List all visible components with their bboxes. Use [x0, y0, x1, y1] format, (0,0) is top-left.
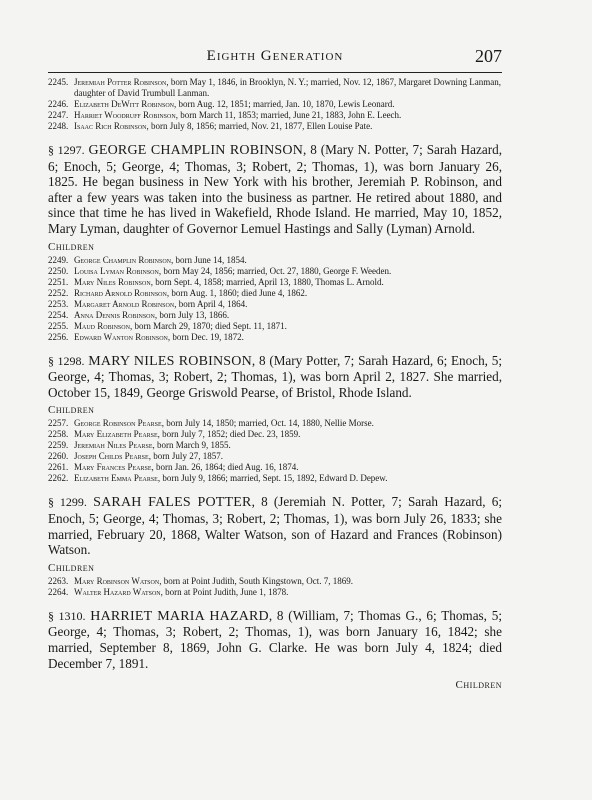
section-number: § 1297. — [48, 143, 85, 157]
entry-name: Elizabeth DeWitt Robinson — [74, 99, 174, 109]
entry-number: 2260. — [48, 451, 69, 462]
entry-name: Mary Niles Robinson — [74, 276, 151, 287]
entry-number: 2257. — [48, 418, 69, 429]
entry-text: , born July 13, 1866. — [154, 309, 230, 320]
entry-name: Jeremiah Potter Robinson — [74, 77, 167, 87]
list-item — [48, 121, 502, 132]
list-item — [48, 99, 502, 110]
entry-text: , born Aug. 12, 1851; married, Jan. 10, 1870, Lewis Leonard. — [173, 99, 395, 109]
entry-text: , born July 7, 1852; died Dec. 23, 1859. — [157, 429, 301, 440]
entry-text: , born July 27, 1857. — [148, 451, 223, 462]
entry-name: Walter Hazard Watson — [74, 586, 161, 597]
section-text: , 8 (Mary N. Potter, 7; Sarah Hazard, 6; Enoch, 5; George, 4; Thomas, 3; Robert, 2; Thomas, 1), was born January 26, 1825. He began business in New York with his brother, Jeremiah P. Robinson, and after a few years was taken into the business as partner. He retired about 1880, and since that time he has lived in Wakefield, Rhode Island. He married, May 10, 1852, Mary Lyman, daughter of Governor Lemuel Hastings and Sally (Lyman) Arnold. — [48, 142, 503, 236]
entry-number: 2262. — [48, 473, 69, 484]
entry-text: , born May 24, 1856; married, Oct. 27, 1880, George F. Weeden. — [158, 265, 392, 276]
entry-name: Edward Wanton Robinson — [74, 331, 168, 342]
section-heading: HARRIET MARIA HAZARD — [90, 608, 269, 624]
list-item — [48, 451, 502, 462]
entry-name: Harriet Woodruff Robinson — [74, 110, 176, 120]
section-heading: MARY NILES ROBINSON — [88, 353, 252, 369]
entry-number: 2253. — [48, 298, 69, 309]
entry-text: , born Aug. 1, 1860; died June 4, 1862. — [166, 287, 308, 298]
entry-name: Isaac Rich Robinson — [74, 121, 147, 131]
entry-name: Anna Dennis Robinson — [74, 309, 155, 320]
section-paragraph — [48, 142, 502, 237]
entry-text: , born March 29, 1870; died Sept. 11, 1871. — [129, 320, 287, 331]
entry-name: Mary Robinson Watson — [74, 575, 160, 586]
entry-name: George Robinson Pearse — [74, 418, 162, 429]
page-number: 207 — [475, 46, 502, 66]
section-text: , 8 (William, 7; Thomas G., 6; Thomas, 5; George, 4; Thomas, 3; Robert, 2; Thomas, 1), was born January 16, 1842; she married, September 8, 1869, John G. Clarke. He was born July 4, 1824; died December 7, 1891. — [48, 607, 503, 671]
list-item — [48, 77, 502, 99]
list-item — [48, 277, 502, 288]
section-heading: GEORGE CHAMPLIN ROBINSON — [88, 143, 304, 158]
entry-text: , born May 1, 1846, in Brooklyn, N. Y.; married, Nov. 12, 1867, Margaret Downing Lanman, daughter of David Trumbull Lanman. — [74, 77, 502, 98]
running-header — [48, 44, 502, 70]
section-1297 — [48, 142, 502, 343]
entry-text: , born Sept. 4, 1858; married, April 13, 1880, Thomas L. Arnold. — [150, 276, 384, 287]
section-1298 — [48, 353, 502, 485]
list-item — [48, 110, 502, 121]
entry-name: Jeremiah Niles Pearse — [74, 440, 153, 451]
list-item — [48, 310, 502, 321]
entry-number: 2245. — [48, 77, 69, 87]
children-list — [48, 576, 502, 598]
list-item — [48, 429, 502, 440]
entry-number: 2264. — [48, 586, 69, 597]
list-item — [48, 462, 502, 473]
entry-number: 2263. — [48, 575, 69, 586]
entry-text: , born April 4, 1864. — [174, 298, 248, 309]
entry-text: , born March 11, 1853; married, June 21, 1883, John E. Leech. — [175, 110, 402, 120]
section-1299 — [48, 494, 502, 597]
entry-number: 2247. — [48, 110, 69, 120]
list-item — [48, 418, 502, 429]
entry-text: , born at Point Judith, South Kingstown, Oct. 7, 1869. — [159, 575, 353, 586]
list-item — [48, 473, 502, 484]
entry-number: 2252. — [48, 287, 69, 298]
entry-text: , born March 9, 1855. — [152, 440, 231, 451]
top-entries — [48, 77, 502, 132]
list-item — [48, 587, 502, 598]
entry-number: 2251. — [48, 276, 69, 287]
entry-text: , born June 14, 1854. — [171, 254, 247, 265]
entry-text: , born Jan. 26, 1864; died Aug. 16, 1874. — [151, 462, 299, 473]
entry-number: 2246. — [48, 99, 69, 109]
entry-name: Maud Robinson — [74, 320, 130, 331]
header-rule — [48, 72, 502, 73]
section-paragraph — [48, 494, 502, 557]
entry-number: 2250. — [48, 265, 69, 276]
section-number: § 1298. — [48, 353, 85, 368]
entry-text: , born July 9, 1866; married, Sept. 15, 1892, Edward D. Depew. — [157, 473, 388, 484]
list-item — [48, 576, 502, 587]
list-item — [48, 288, 502, 299]
entry-text: , born at Point Judith, June 1, 1878. — [160, 586, 289, 597]
entry-name: Mary Elizabeth Pearse — [74, 429, 158, 440]
entry-text: , born July 8, 1856; married, Nov. 21, 1877, Ellen Louise Pate. — [146, 121, 373, 131]
entry-number: 2256. — [48, 331, 69, 342]
section-paragraph — [48, 608, 502, 671]
list-item — [48, 299, 502, 310]
entry-number: 2254. — [48, 309, 69, 320]
entry-name: Louisa Lyman Robinson — [74, 265, 159, 276]
section-text: , 8 (Jeremiah N. Potter, 7; Sarah Hazard, 6; Enoch, 5; George, 4; Thomas, 3; Robert, 2; Thomas, 1), was born July 26, 1833; she married, February 20, 1868, Walter Watson, son of Hazard and Frances (Robinson) Watson. — [48, 494, 503, 558]
list-item — [48, 266, 502, 277]
entry-name: Joseph Childs Pearse — [74, 451, 149, 462]
list-item — [48, 440, 502, 451]
children-list — [48, 418, 502, 484]
entry-number: 2249. — [48, 254, 69, 265]
entry-text: , born Dec. 19, 1872. — [167, 331, 244, 342]
children-heading: Children — [48, 561, 95, 574]
entry-name: Elizabeth Emma Pearse — [74, 473, 158, 484]
entry-number: 2248. — [48, 121, 69, 131]
section-heading: SARAH FALES POTTER — [93, 495, 252, 511]
section-number: § 1310. — [48, 608, 86, 623]
entry-name: Mary Frances Pearse — [74, 462, 152, 473]
entry-number: 2259. — [48, 440, 69, 451]
section-paragraph — [48, 353, 502, 401]
list-item — [48, 332, 502, 343]
entry-number: 2261. — [48, 462, 69, 473]
section-number: § 1299. — [48, 495, 87, 510]
children-list — [48, 255, 502, 343]
children-heading: Children — [48, 240, 95, 253]
list-item — [48, 255, 502, 266]
children-heading: Children — [455, 679, 502, 692]
children-heading: Children — [48, 404, 95, 417]
entry-number: 2258. — [48, 429, 69, 440]
entry-number: 2255. — [48, 320, 69, 331]
entry-name: Richard Arnold Robinson — [74, 287, 167, 298]
section-text: , 8 (Mary Potter, 7; Sarah Hazard, 6; Enoch, 5; George, 4; Thomas, 3; Robert, 2; Thomas, 1), was born April 2, 1827. She married, October 15, 1849, George Griswold Pearse, of Bristol, Rhode Island. — [48, 352, 502, 400]
section-1310 — [48, 608, 502, 691]
page-title: Eighth Generation — [206, 48, 344, 64]
entry-text: , born July 14, 1850; married, Oct. 14, 1880, Nellie Morse. — [161, 418, 374, 429]
entry-name: Margaret Arnold Robinson — [74, 298, 175, 309]
entry-name: George Champlin Robinson — [74, 254, 172, 265]
list-item — [48, 321, 502, 332]
